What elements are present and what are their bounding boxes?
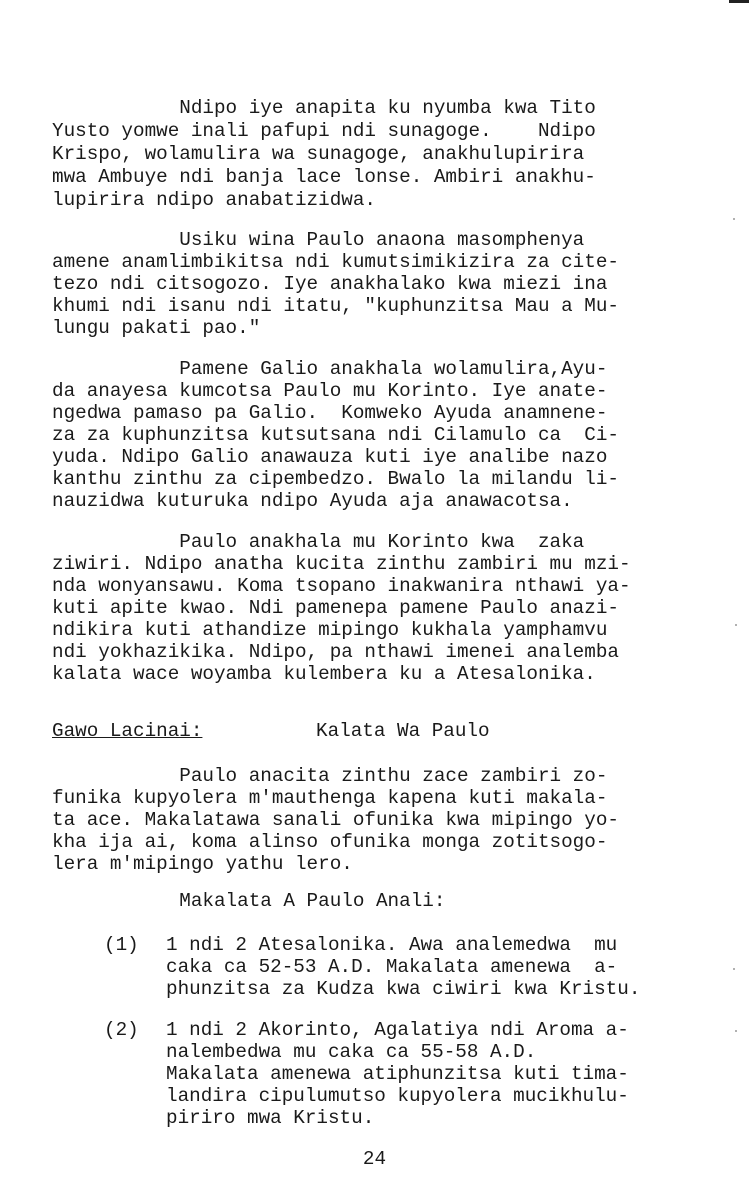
text-line: Paulo anacita zinthu zace zambiri zo- [52,765,608,787]
scan-speck [735,624,737,626]
scan-speck [733,968,735,970]
text-line: phunzitsa za Kudza kwa ciwiri kwa Kristu. [166,978,641,1000]
text-line: 1 ndi 2 Akorinto, Agalatiya ndi Aroma a- [166,1019,629,1041]
text-line: khumi ndi isanu ndi itatu, "kuphunzitsa Mau a Mu- [52,295,619,317]
text-line: yuda. Ndipo Galio anawauza kuti iye analibe nazo [52,446,608,468]
text-line: ndikira kuti athandize mipingo kukhala yamphamvu [52,619,608,641]
text-line: kanthu zinthu za cipembedzo. Bwalo la milandu li- [52,468,619,490]
text-line: da anayesa kumcotsa Paulo mu Korinto. Iye anate- [52,380,608,402]
page-number: 24 [362,1148,387,1170]
text-line: caka ca 52-53 A.D. Makalata amenewa a- [166,956,618,978]
section-label: Gawo Lacinai: [52,720,203,742]
text-line: landira cipulumutso kupyolera mucikhulu- [166,1085,629,1107]
text-line: Krispo, wolamulira wa sunagoge, anakhulupirira [52,143,585,165]
text-line: Ndipo iye anapita ku nyumba kwa Tito [52,97,596,119]
text-line: Usiku wina Paulo anaona masomphenya [52,229,585,251]
text-line: kalata wace woyamba kulembera ku a Atesalonika. [52,663,596,685]
text-line: tezo ndi citsogozo. Iye anakhalako kwa miezi ina [52,273,608,295]
text-line: kha ija ai, koma alinso ofunika monga zotitsogo- [52,831,608,853]
text-line: nalembedwa mu caka ca 55-58 A.D. [166,1041,537,1063]
text-line: mwa Ambuye ndi banja lace lonse. Ambiri anakhu- [52,166,596,188]
text-line: piriro mwa Kristu. [166,1107,375,1129]
text-line: ziwiri. Ndipo anatha kucita zinthu zambiri mu mzi- [52,553,631,575]
section-title: Kalata Wa Paulo [316,720,490,742]
text-line: ndi yokhazikika. Ndipo, pa nthawi imenei analemba [52,641,619,663]
text-line: ngedwa pamaso pa Galio. Komweko Ayuda anamnene- [52,402,608,424]
text-line: Makalata A Paulo Anali: [52,890,446,912]
page-edge-mark [729,0,749,3]
text-line: Paulo anakhala mu Korinto kwa zaka [52,531,585,553]
text-line: amene anamlimbikitsa ndi kumutsimikizira za cite- [52,251,619,273]
scan-speck [735,1030,737,1032]
list-item-number: (1) [104,934,139,956]
text-line: nauzidwa kuturuka ndipo Ayuda aja anawacotsa. [52,490,573,512]
text-line: lera m'mipingo yathu lero. [52,853,353,875]
text-line: 1 ndi 2 Atesalonika. Awa analemedwa mu [166,934,618,956]
text-line: Yusto yomwe inali pafupi ndi sunagoge. Ndipo [52,120,596,142]
text-line: za za kuphunzitsa kutsutsana ndi Cilamulo ca Ci- [52,424,619,446]
text-line: kuti apite kwao. Ndi pamenepa pamene Paulo anazi- [52,597,619,619]
text-line: lupirira ndipo anabatizidwa. [52,189,376,211]
text-line: Pamene Galio anakhala wolamulira,Ayu- [52,358,608,380]
text-line: lungu pakati pao." [52,317,261,339]
list-item-number: (2) [104,1019,139,1041]
text-line: ta ace. Makalatawa sanali ofunika kwa mipingo yo- [52,809,619,831]
scan-speck [733,218,735,220]
text-line: funika kupyolera m'mauthenga kapena kuti makala- [52,787,608,809]
text-line: nda wonyansawu. Koma tsopano inakwanira nthawi ya- [52,575,631,597]
text-line: Makalata amenewa atiphunzitsa kuti tima- [166,1063,629,1085]
